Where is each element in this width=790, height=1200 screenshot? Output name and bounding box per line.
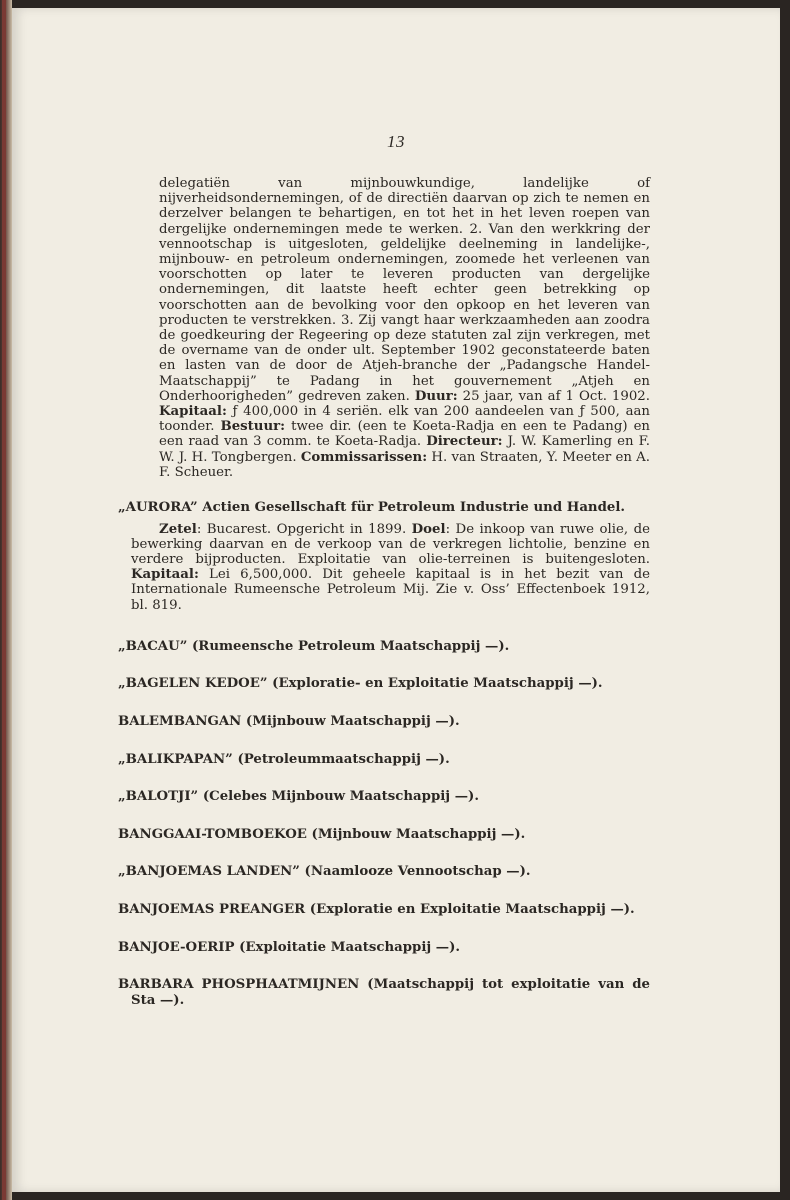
entry-barbara-phosphaatmijnen xyxy=(118,977,650,1008)
entry-banjoemas-landen xyxy=(118,864,650,880)
entry-balotji xyxy=(118,789,650,805)
entry-banjoe-oerip xyxy=(118,940,650,956)
duur-label: Duur: xyxy=(414,388,458,404)
entry-aurora xyxy=(118,500,650,613)
entry-heading: BANGGAAI-TOMBOEKOE (Mijnbouw Maatschappij —). xyxy=(118,826,526,842)
page-content xyxy=(118,176,650,1008)
zetel-label: Zetel xyxy=(159,521,197,537)
entry-heading: „BACAU” (Rumeensche Petroleum Maatschappij —). xyxy=(118,638,510,654)
entry-bacau xyxy=(118,639,650,655)
commissarissen-label: Commissarissen: xyxy=(300,449,428,465)
entry-text: Zetel: Bucarest. Opgericht in 1899. Doel: De inkoop van ruwe olie, de bewerking daarvan en de verkoop van de verkregen lichtolie, benzine en verdere bijproducten. Exploitatie van olie-terreinen is buitengesloten. Kapitaal: Lei 6,500,000. Dit geheele kapitaal is in het bezit van de Internationale Rumeensche Petroleum Mij. Zie v. Oss’ Effectenboek 1912, bl. 819. xyxy=(131,521,650,613)
book-page xyxy=(12,8,780,1192)
entry-balikpapan xyxy=(118,752,650,768)
entry-body xyxy=(118,522,650,613)
entry-heading: BANJOEMAS PREANGER (Exploratie en Exploitatie Maatschappij —). xyxy=(118,902,635,918)
directeur-label: Directeur: xyxy=(426,434,503,450)
entry-heading: „AURORA” Actien Gesellschaft für Petroleum Industrie und Handel. xyxy=(118,500,626,516)
kapitaal-label: Kapitaal: xyxy=(131,567,199,583)
doel-label: Doel xyxy=(411,521,446,537)
entry-heading: „BALIKPAPAN” (Petroleummaatschappij —). xyxy=(118,751,450,767)
continuation-paragraph: delegatiën van mijnbouwkundige, landelijke of nijverheidsondernemingen, of de directiën daarvan op zich te nemen en derzelver belangen te behartigen, en tot het in het leven roepen van dergelijke ondernemingen mede te werken. 2. Van den werkkring der vennootschap is uitgesloten, geldelijke deelneming in landelijke-, mijnbouw- en petroleum ondernemingen, zoomede het verleenen van voorschotten op later te leveren producten van dergelijke ondernemingen, dit laatste heeft echter geen betrekking op voorschotten aan de bevolking voor den opkoop en het leveren van producten te verstrekken. 3. Zij vangt haar werkzaamheden aan zoodra de goedkeuring der Regeering op deze statuten zal zijn verkregen, met de overname van de onder ult. September 1902 geconstateerde baten en lasten van de door de Atjeh-branche der „Padangsche Handel-Maatschappij” te Padang in het gouvernement „Atjeh en Onderhoorigheden” gedreven zaken. Duur: 25 jaar, van af 1 Oct. 1902. Kapitaal: ƒ 400,000 in 4 seriën. elk van 200 aandeelen van ƒ 500, aan toonder. Bestuur: twee dir. (een te Koeta-Radja en een te Padang) en een raad van 3 comm. te Koeta-Radja. Directeur: J. W. Kamerling en F. W. J. H. Tongbergen. Commissarissen: H. van Straaten, Y. Meeter en A. F. Scheuer. xyxy=(159,176,651,480)
entry-heading: BANJOE-OERIP (Exploitatie Maatschappij —). xyxy=(118,939,461,955)
entry-heading: „BANJOEMAS LANDEN” (Naamlooze Vennootschap —). xyxy=(118,864,531,880)
entry-bagelen-kedoe xyxy=(118,676,650,692)
page-number: 13 xyxy=(387,132,405,151)
entry-banggaai-tomboekoe xyxy=(118,827,650,843)
entry-heading: „BAGELEN KEDOE” (Exploratie- en Exploitatie Maatschappij —). xyxy=(118,676,603,692)
entry-balembangan xyxy=(118,714,650,730)
entry-banjoemas-preanger xyxy=(118,902,650,918)
entry-heading: BARBARA PHOSPHAATMIJNEN (Maatschappij tot exploitatie van de Sta —). xyxy=(118,977,650,1008)
entry-heading: BALEMBANGAN (Mijnbouw Maatschappij —). xyxy=(118,714,460,730)
kapitaal-label: Kapitaal: xyxy=(159,404,227,420)
binding-edge xyxy=(2,0,6,1200)
entry-heading: „BALOTJI” (Celebes Mijnbouw Maatschappij —). xyxy=(118,789,479,805)
bestuur-label: Bestuur: xyxy=(220,419,286,435)
